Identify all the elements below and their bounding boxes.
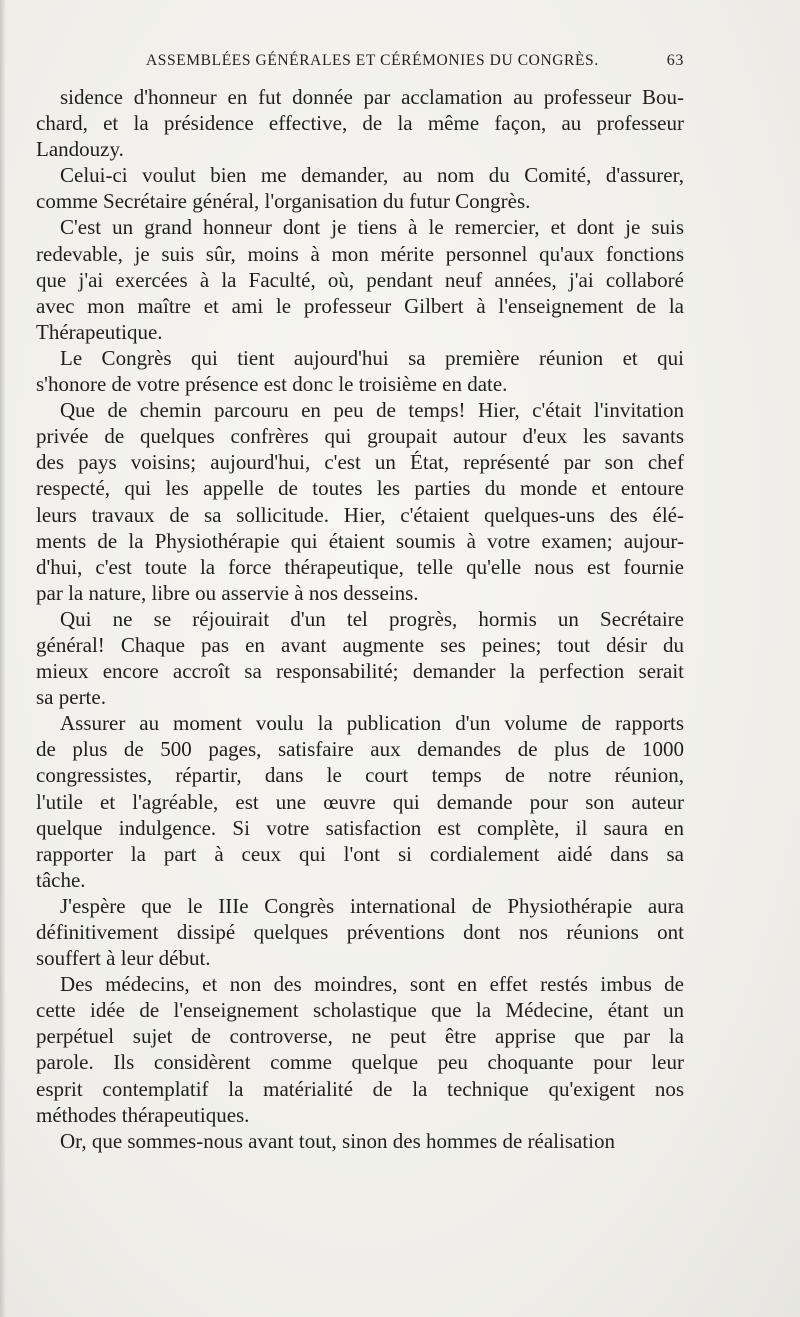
text-line: tâche. (36, 867, 86, 892)
text-line: Landouzy. (36, 137, 124, 162)
text-line: par la nature, libre ou asservie à nos desseins. (36, 580, 419, 605)
scan-shadow (0, 0, 6, 1317)
text-line: l'utile et l'agréable, est une œuvre qui demande pour son auteur (36, 789, 684, 814)
text-line: ments de la Physiothérapie qui étaient soumis à votre examen; aujour- (36, 528, 684, 553)
text-line: mieux encore accroît sa responsabilité; demander la perfection serait (36, 659, 684, 684)
text-line: privée de quelques confrères qui groupait autour d'eux les savants (36, 424, 684, 449)
text-line: quelque indulgence. Si votre satisfaction est complète, il saura en (36, 815, 684, 840)
paragraph (36, 893, 684, 971)
text-line: congressistes, répartir, dans le court temps de notre réunion, (36, 763, 684, 788)
text-line: général! Chaque pas en avant augmente ses peines; tout désir du (36, 632, 684, 657)
text-line: Thérapeutique. (36, 319, 163, 344)
text-line: comme Secrétaire général, l'organisation du futur Congrès. (36, 189, 531, 214)
text-line: esprit contemplatif la matérialité de la technique qu'exigent nos (36, 1076, 684, 1101)
text-line: que j'ai exercées à la Faculté, où, pendant neuf années, j'ai collaboré (36, 267, 684, 292)
text-line: définitivement dissipé quelques préventions dont nos réunions ont (36, 920, 684, 944)
text-line: redevable, je suis sûr, moins à mon mérite personnel qu'aux fonctions (36, 241, 684, 266)
paragraph (36, 162, 684, 214)
text-line: rapporter la part à ceux qui l'ont si cordialement aidé dans sa (36, 841, 684, 866)
text-line: Celui-ci voulut bien me demander, au nom du Comité, d'assurer, (60, 163, 684, 188)
text-line: Assurer au moment voulu la publication d'un volume de rapports (60, 711, 684, 736)
text-line: Que de chemin parcouru en peu de temps! Hier, c'était l'invitation (60, 398, 684, 423)
paragraph (36, 84, 684, 162)
paragraph (36, 971, 684, 1128)
text-line: parole. Ils considèrent comme quelque peu choquante pour leur (36, 1050, 684, 1075)
text-line: Le Congrès qui tient aujourd'hui sa première réunion et qui (60, 345, 684, 370)
paragraph (36, 345, 684, 397)
text-line: méthodes thérapeutiques. (36, 1102, 250, 1127)
paragraph (36, 1128, 684, 1154)
text-line: Des médecins, et non des moindres, sont en effet restés imbus de (60, 972, 684, 997)
text-line: d'hui, c'est toute la force thérapeutique, telle qu'elle nous est fournie (36, 554, 684, 579)
text-line: leurs travaux de sa sollicitude. Hier, c'étaient quelques-uns des élé- (36, 502, 684, 527)
body-text (36, 84, 684, 1154)
text-line: cette idée de l'enseignement scholastique que la Médecine, étant un (36, 998, 684, 1023)
paragraph (36, 710, 684, 893)
text-line: avec mon maître et ami le professeur Gilbert à l'enseignement de la (36, 293, 684, 318)
text-line: C'est un grand honneur dont je tiens à le remercier, et dont je suis (60, 215, 684, 240)
text-line: respecté, qui les appelle de toutes les parties du monde et entoure (36, 476, 684, 501)
text-line: s'honore de votre présence est donc le troisième en date. (36, 372, 508, 397)
text-line: souffert à leur début. (36, 946, 211, 971)
running-title: ASSEMBLÉES GÉNÉRALES ET CÉRÉMONIES DU CONGRÈS. (146, 52, 599, 69)
text-line: des pays voisins; aujourd'hui, c'est un État, représenté par son chef (36, 450, 684, 475)
text-line: sa perte. (36, 685, 106, 710)
text-line: Qui ne se réjouirait d'un tel progrès, hormis un Secrétaire (60, 606, 684, 631)
text-line: sidence d'honneur en fut donnée par acclamation au professeur Bou- (60, 85, 684, 109)
text-line: Or, que sommes-nous avant tout, sinon des hommes de réalisation (60, 1128, 615, 1153)
text-line: perpétuel sujet de controverse, ne peut être apprise que par la (36, 1024, 684, 1049)
page-header (146, 52, 684, 76)
text-line: J'espère que le IIIe Congrès international de Physiothérapie aura (60, 893, 684, 918)
text-line: chard, et la présidence effective, de la même façon, au professeur (36, 111, 684, 136)
text-line: de plus de 500 pages, satisfaire aux demandes de plus de 1000 (36, 737, 684, 762)
paragraph (36, 606, 684, 710)
page-number: 63 (666, 52, 684, 69)
paragraph (36, 214, 684, 344)
paragraph (36, 397, 684, 606)
